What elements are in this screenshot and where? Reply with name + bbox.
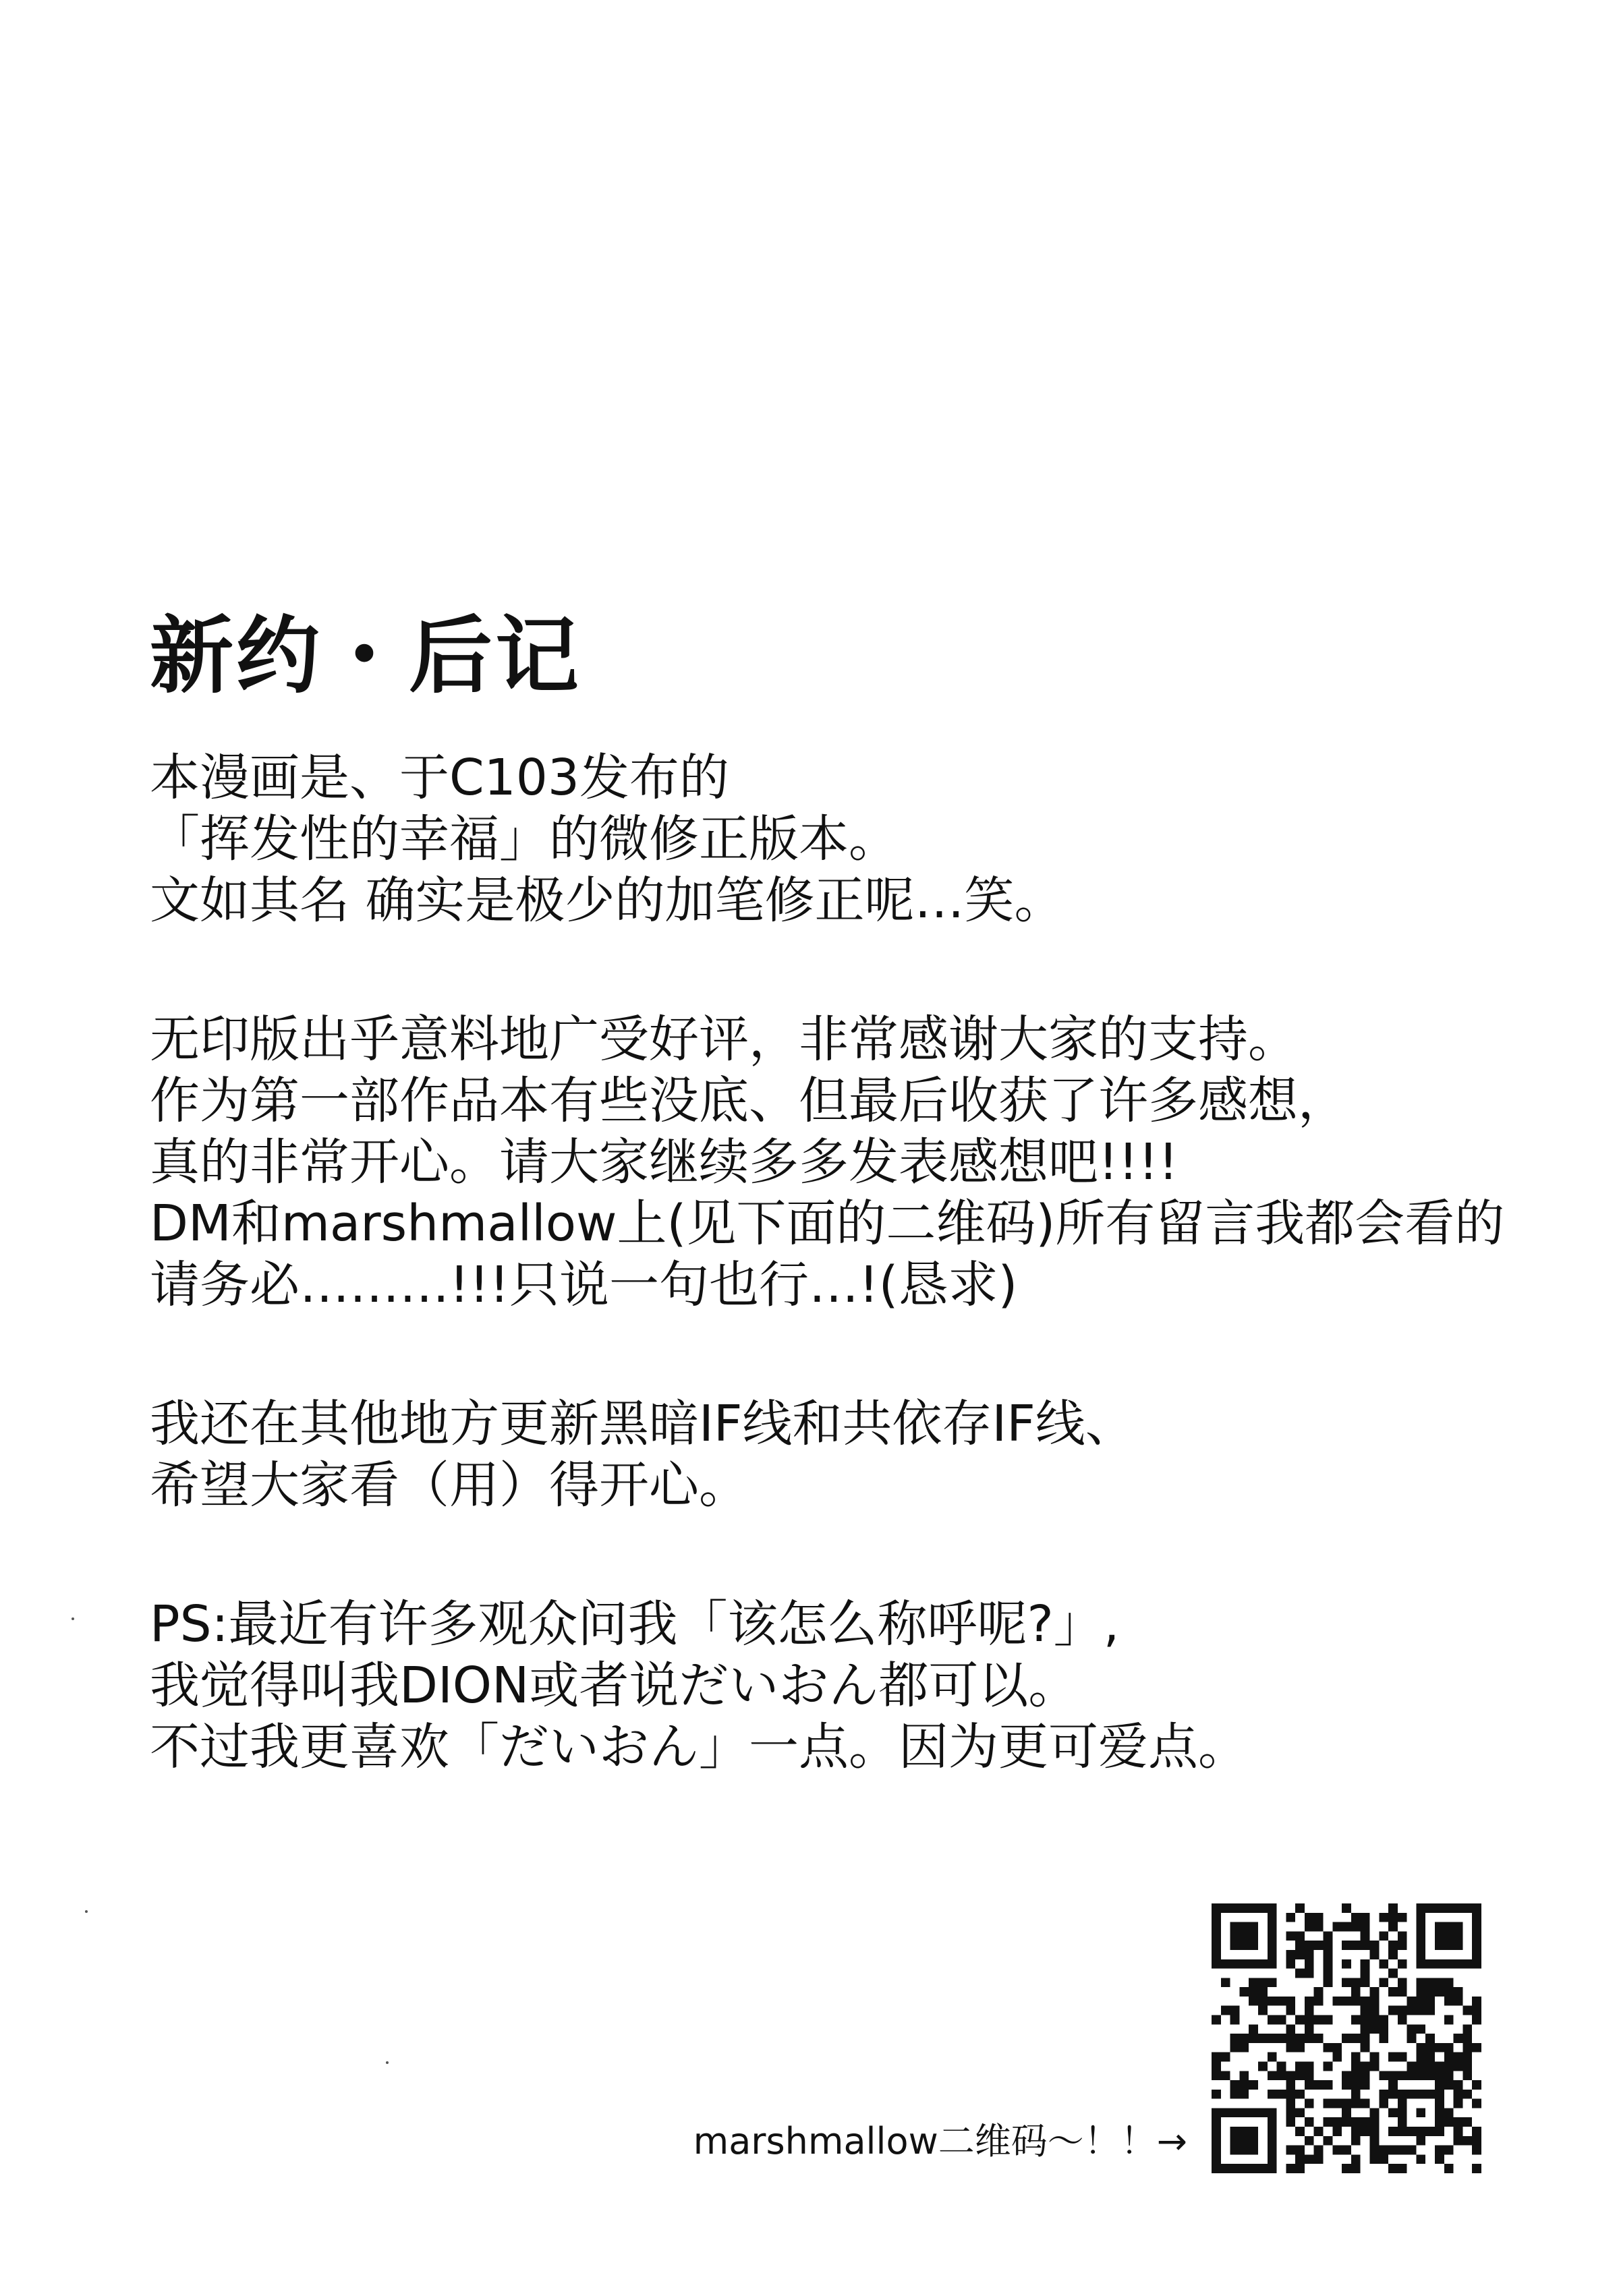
text-line: 希望大家看（用）得开心。 <box>150 1456 749 1514</box>
text-line: 真的非常开心。请大家继续多多发表感想吧!!!! <box>150 1133 1178 1191</box>
text-line: 我还在其他地方更新黑暗IF线和共依存IF线、 <box>150 1395 1135 1453</box>
paragraph-updates <box>150 1394 1553 1516</box>
paragraph-ps <box>150 1594 1553 1778</box>
text-line: 请务必………!!!只说一句也行…!(恳求) <box>150 1256 1018 1314</box>
text-line: 文如其名 确实是极少的加笔修正呢…笑。 <box>150 871 1064 929</box>
text-line: 「挥发性的幸福」的微修正版本。 <box>150 810 899 868</box>
qr-code-icon[interactable] <box>1212 1903 1481 2173</box>
qr-caption: marshmallow二维码～！！→ <box>693 2120 1187 2162</box>
afterword-body <box>150 747 1553 1856</box>
text-line: 我觉得叫我DION或者说だいおん都可以。 <box>150 1657 1079 1715</box>
paper-speck <box>85 1910 88 1913</box>
page-title: 新约・后记 <box>150 608 582 705</box>
text-line: 不过我更喜欢「だいおん」一点。因为更可爱点。 <box>150 1718 1248 1776</box>
paragraph-intro <box>150 747 1553 931</box>
text-line: PS:最近有许多观众问我「该怎么称呼呢?」, <box>150 1595 1120 1653</box>
paper-speck <box>386 2061 389 2064</box>
text-line: 作为第一部作品本有些没底、但最后收获了许多感想， <box>150 1072 1348 1130</box>
paragraph-thanks <box>150 1009 1553 1316</box>
text-line: DM和marshmallow上(见下面的二维码)所有留言我都会看的 <box>150 1195 1505 1253</box>
text-line: 无印版出乎意料地广受好评，非常感谢大家的支持。 <box>150 1010 1298 1068</box>
paper-speck <box>72 1617 74 1620</box>
text-line: 本漫画是、于C103发布的 <box>150 749 729 807</box>
